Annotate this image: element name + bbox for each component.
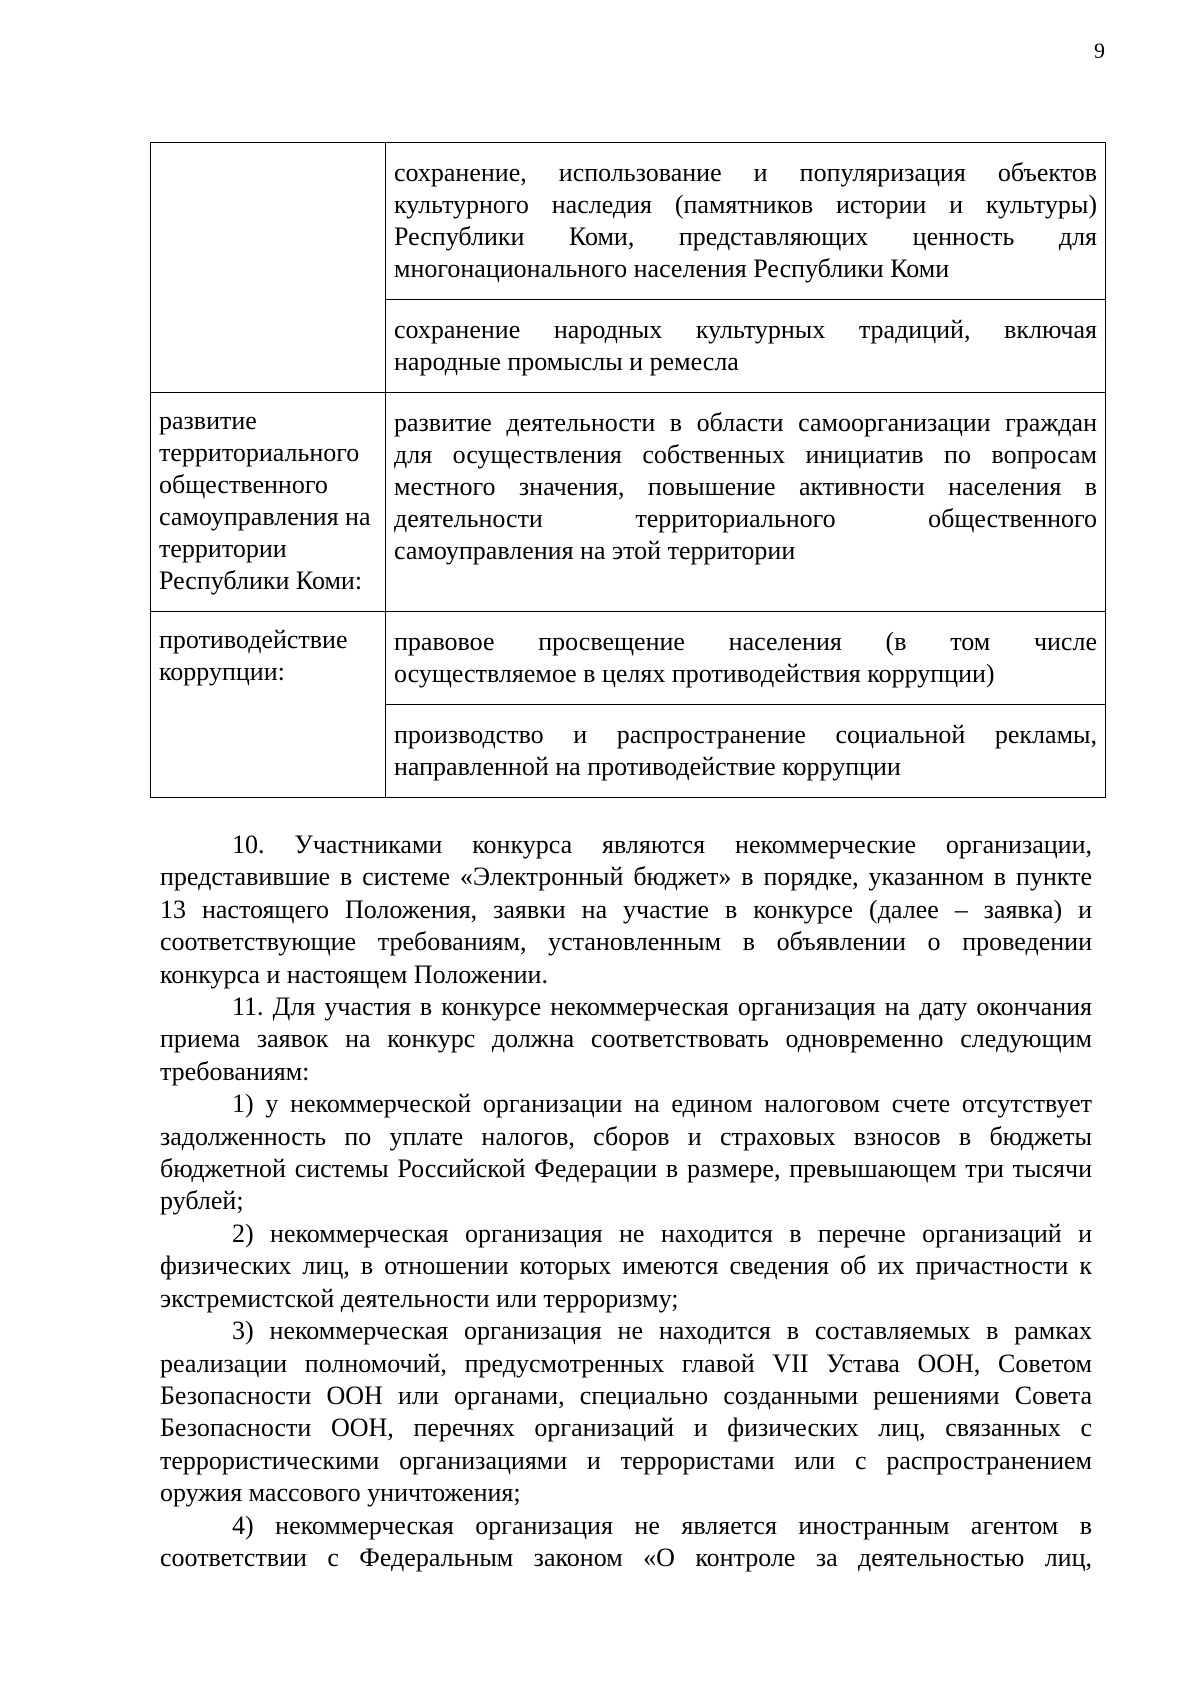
table-row — [151, 393, 1106, 612]
directions-table — [150, 142, 1106, 798]
paragraph-11: 11. Для участия в конкурсе некоммерческая организация на дату окончания приема заявок на конкурс должна соответствовать одновременно следующим требованиям: — [160, 992, 1092, 1086]
table-cell-direction: развитие территориального общественного самоуправления на территории Республики Коми: — [151, 393, 386, 612]
requirement-4: 4) некоммерческая организация не является иностранным агентом в соответствии с Федеральным законом «О контроле за деятельностью лиц, — [160, 1510, 1092, 1572]
table-cell-activity: производство и распространение социальной рекламы, направленной на противодействие коррупции — [386, 705, 1106, 798]
table-cell-activity: правовое просвещение населения (в том числе осуществляемое в целях противодействия коррупции) — [386, 612, 1106, 705]
table-cell-activity: развитие деятельности в области самоорганизации граждан для осуществления собственных инициатив по вопросам местного значения, повышение активности населения в деятельности территориального общественного самоуправления на этой территории — [386, 393, 1106, 612]
document-body — [160, 829, 1092, 1574]
table-cell-activity: сохранение народных культурных традиций, включая народные промыслы и ремесла — [386, 300, 1106, 393]
table-row — [151, 612, 1106, 705]
paragraph-10: 10. Участниками конкурса являются некоммерческие организации, представившие в системе «Электронный бюджет» в порядке, указанном в пункте 13 настоящего Положения, заявки на участие в конкурсе (далее – заявка) и соответствующие требованиям, установленным в объявлении о проведении конкурса и настоящем Положении. — [160, 830, 1092, 989]
table-cell-activity: сохранение, использование и популяризация объектов культурного наследия (памятников истории и культуры) Республики Коми, представляющих ценность для многонационального населения Республики Коми — [386, 143, 1106, 300]
table-row — [151, 143, 1106, 300]
table-cell-direction: противодействие коррупции: — [151, 612, 386, 798]
requirement-3: 3) некоммерческая организация не находится в составляемых в рамках реализации полномочий, предусмотренных главой VII Устава ООН, Советом Безопасности ООН или органами, специально созданными решениями Совета Безопасности ООН, перечнях организаций и физических лиц, связанных с террористическими организациями и террористами или с распространением оружия массового уничтожения; — [160, 1316, 1092, 1508]
table-cell-direction — [151, 143, 386, 393]
requirement-2: 2) некоммерческая организация не находится в перечне организаций и физических лиц, в отношении которых имеются сведения об их причастности к экстремистской деятельности или терроризму; — [160, 1218, 1092, 1313]
requirement-1: 1) у некоммерческой организации на едином налоговом счете отсутствует задолженность по уплате налогов, сборов и страховых взносов в бюджеты бюджетной системы Российской Федерации в размере, превышающем три тысячи рублей; — [160, 1089, 1092, 1216]
page-number: 9 — [1094, 38, 1105, 63]
